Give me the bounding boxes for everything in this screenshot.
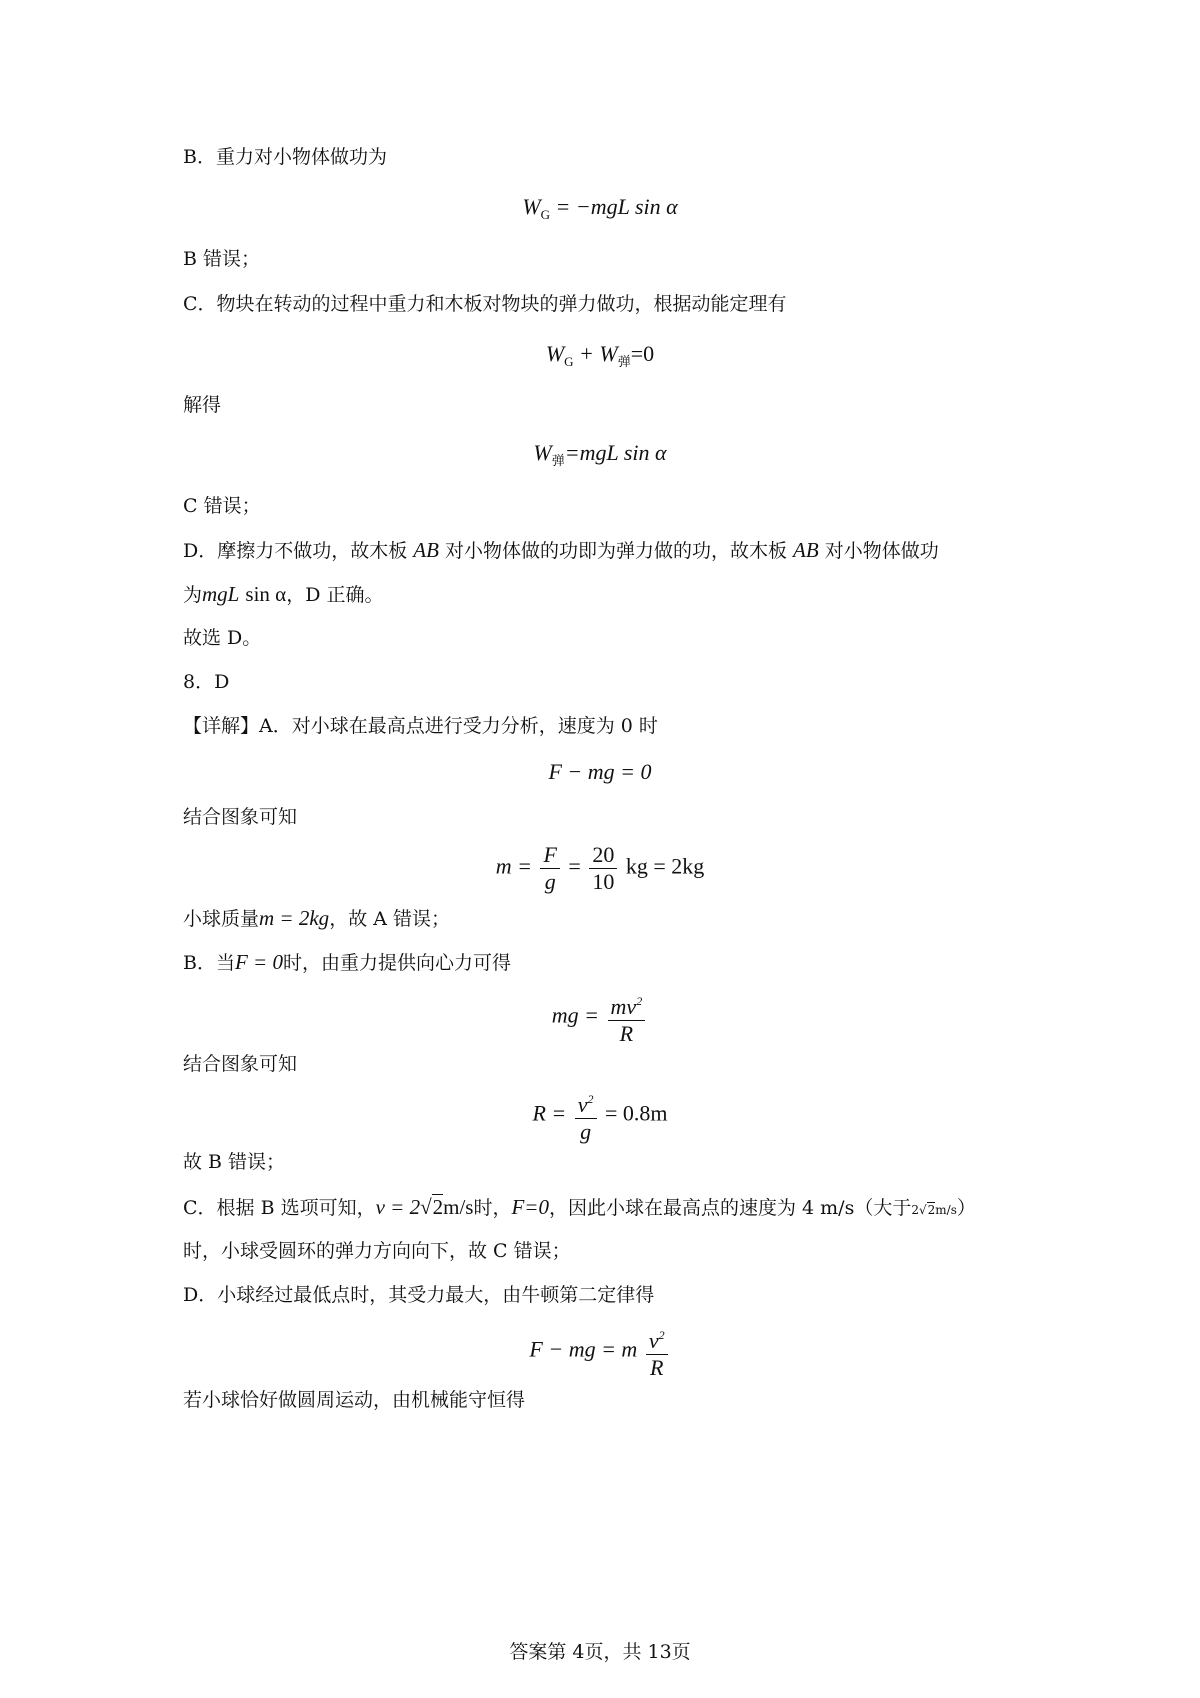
- equation-work-elastic: $W_弹=mgL$ sin α: [533, 440, 667, 468]
- paragraph: 故选 D。: [183, 627, 262, 649]
- equation-radius: R = $\frac{v^2}{g}$ = 0.8m: [532, 1092, 668, 1144]
- equation-kinetic-energy-theorem: $W_G + W_弹=0$: [545, 341, 655, 369]
- paragraph-d-option: D．摩擦力不做功，故木板 AB 对小物体做的功即为弹力做的功，故木板 AB 对小物体做功: [183, 538, 939, 562]
- paragraph-c-option: C．根据 B 选项可知，v = 2√2m/s时，F=0，因此小球在最高点的速度为 4 m/s（大于2√2m/s）: [183, 1195, 976, 1219]
- page-footer: 答案第 4页，共 13页: [509, 1641, 691, 1663]
- paragraph: 故 B 错误；: [183, 1151, 286, 1173]
- paragraph-mass: 小球质量m = 2kg，故 A 错误；: [183, 906, 450, 930]
- paragraph-b-option: B．当F = 0时，由重力提供向心力可得: [183, 950, 511, 974]
- paragraph: C 错误；: [183, 495, 261, 517]
- equation-mass: m = $\frac{F}{g}$ = $\frac{20}{10}$ kg = 2kg: [495, 842, 705, 894]
- paragraph: 若小球恰好做圆周运动，由机械能守恒得: [183, 1389, 526, 1411]
- paragraph: 解得: [183, 394, 222, 416]
- paragraph-d-option-cont: 为mgL sin α，D 正确。: [183, 582, 384, 606]
- paragraph: B．重力对小物体做功为: [183, 146, 387, 168]
- paragraph: 结合图象可知: [183, 806, 298, 828]
- equation-top-force: F − mg = 0: [548, 759, 652, 784]
- paragraph: C．物块在转动的过程中重力和木板对物块的弹力做功，根据动能定理有: [183, 293, 787, 315]
- paragraph: B 错误；: [183, 248, 261, 270]
- equation-centripetal: mg = $\frac{mv^2}{R}$: [0, 988, 1200, 1047]
- paragraph: 时，小球受圆环的弹力方向向下，故 C 错误；: [183, 1240, 571, 1262]
- paragraph: 【详解】A．对小球在最高点进行受力分析，速度为 0 时: [183, 715, 658, 737]
- equation-newton-second-law: F − mg = m $\frac{v^2}{R}$: [0, 1322, 1200, 1381]
- paragraph: D．小球经过最低点时，其受力最大，由牛顿第二定律得: [183, 1284, 655, 1306]
- equation-work-gravity: $W_G = -mgL$ sin α: [522, 194, 678, 222]
- question-number: 8．D: [183, 671, 230, 693]
- paragraph: 结合图象可知: [183, 1053, 298, 1075]
